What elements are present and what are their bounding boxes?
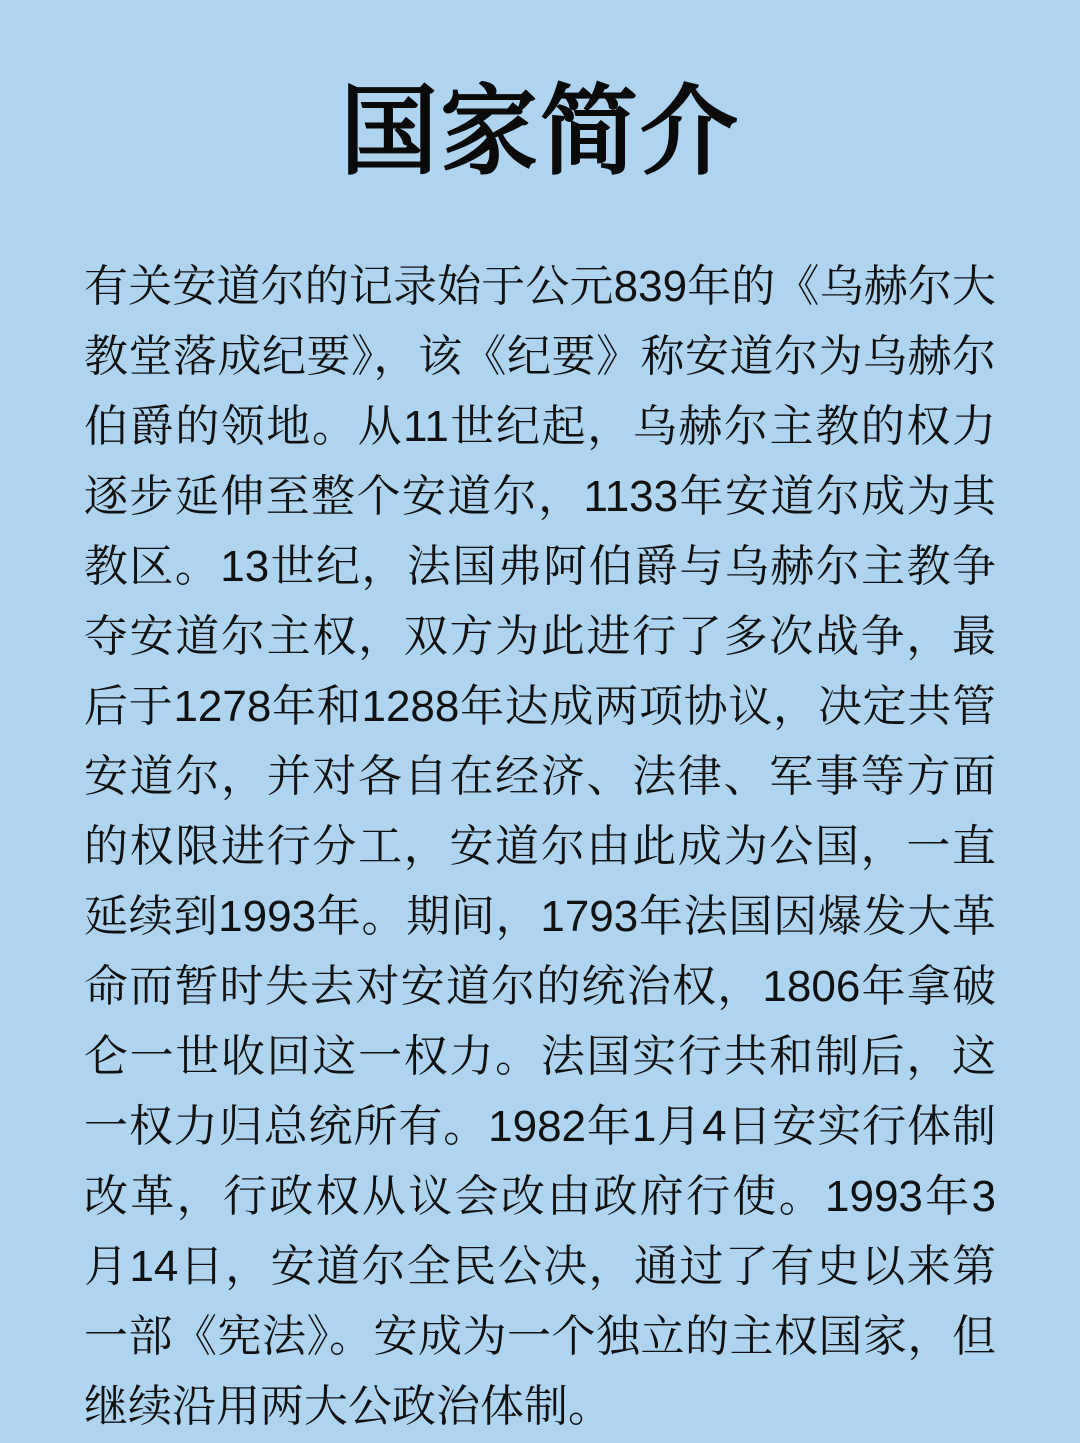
page-title: 国家简介 [339, 76, 740, 186]
body-paragraph: 有关安道尔的记录始于公元839年的《乌赫尔大教堂落成纪要》，该《纪要》称安道尔为乌赫尔伯爵的领地。从11世纪起，乌赫尔主教的权力逐步延伸至整个安道尔，1133年安道尔成为其教区。13世纪，法国弗阿伯爵与乌赫尔主教争夺安道尔主权，双方为此进行了多次战争，最后于1278年和1288年达成两项协议，决定共管安道尔，并对各自在经济、法律、军事等方面的权限进行分工，安道尔由此成为公国，一直延续到1993年。期间，1793年法国因爆发大革命而暂时失去对安道尔的统治权，1806年拿破仑一世收回这一权力。法国实行共和制后，这一权力归总统所有。1982年1月4日安实行体制改革，行政权从议会改由政府行使。1993年3月14日，安道尔全民公决，通过了有史以来第一部《宪法》。安成为一个独立的主权国家，但继续沿用两大公政治体制。 [84, 261, 996, 1431]
